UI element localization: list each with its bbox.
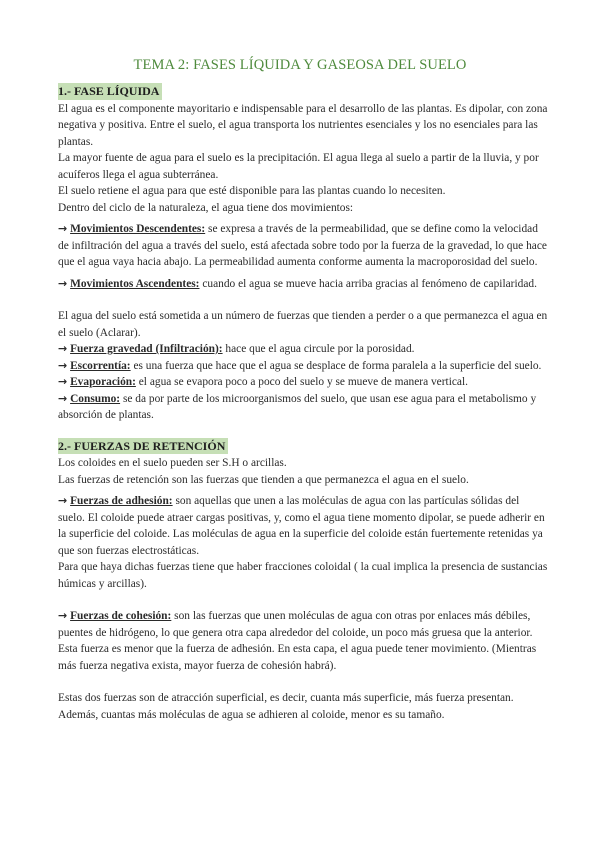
paragraph: Los coloides en el suelo pueden ser S.H o arcillas.	[58, 457, 287, 469]
bullet-fuerza-gravedad	[58, 341, 548, 358]
paragraph: Dentro del ciclo de la naturaleza, el agua tiene dos movimientos:	[58, 201, 354, 214]
definition: cuando el agua se mueve hacia arriba gracias al fenómeno de capilaridad.	[199, 277, 537, 290]
definition: son aquellas que unen a las moléculas de agua con las partículas sólidas del suelo. El coloide puede atraer cargas positivas, y, como el agua tiene momento dipolar, se puede adherir en la superficie del coloide. Las moléculas de agua en la superficie del coloide están fuertemente retenidas ya que son fuerzas electrostáticas.	[58, 495, 545, 557]
arrow-icon: →	[58, 609, 68, 622]
paragraph: Estas dos fuerzas son de atracción superficial, es decir, cuanta más superficie, más fuerza presentan. Además, cuantas más moléculas de agua se adhieren al coloide, menor es su tamaño.	[58, 692, 514, 721]
definition: es una fuerza que hace que el agua se desplace de forma paralela a la superficie del suelo.	[130, 359, 542, 372]
term: Fuerzas de adhesión:	[70, 495, 173, 507]
definition: se da por parte de los microorganismos del suelo, que usan ese agua para el metabolismo y absorción de plantas.	[58, 392, 537, 421]
term: Movimientos Ascendentes:	[70, 277, 200, 290]
bullet-escorrentia	[58, 358, 548, 375]
term: Movimientos Descendentes:	[70, 223, 206, 235]
arrow-icon: →	[58, 276, 68, 290]
paragraph: El agua es el componente mayoritario e indispensable para el desarrollo de las plantas. Es dipolar, con zona negativa y positiva. Entre el suelo, el agua transporta los nutrientes esenciales y los no esenciales para las plantas.	[58, 102, 548, 148]
bullet-movimientos-ascendentes	[58, 276, 548, 293]
arrow-icon: →	[58, 222, 68, 235]
term: Evaporación:	[70, 376, 136, 388]
definition: se expresa a través de la permeabilidad, que se define como la velocidad de infiltración del agua a través del suelo, está afectada sobre todo por la fuerza de la gravedad, lo que hace que el agua vaya hacia abajo. La permeabilidad aumenta conforme aumenta la macroporosidad del suelo.	[58, 223, 547, 268]
bullet-fuerzas-cohesion	[58, 608, 548, 674]
arrow-icon: →	[58, 375, 68, 388]
document-title: TEMA 2: FASES LÍQUIDA Y GASEOSA DEL SUELO	[133, 57, 467, 73]
bullet-movimientos-descendentes	[58, 221, 548, 271]
paragraph: La mayor fuente de agua para el suelo es la precipitación. El agua llega al suelo a partir de la lluvia, y por acuíferos llega el agua subterránea.	[58, 152, 539, 181]
arrow-icon: →	[58, 391, 68, 405]
bullet-evaporacion	[58, 374, 548, 391]
definition: son las fuerzas que unen moléculas de agua con otras por enlaces más débiles, puentes de hidrógeno, lo que genera otra capa alrededor del coloide, un poco más gruesa que la anterior. Esta fuerza es menor que la fuerza de adhesión. En esta capa, el agua puede tener movimiento. (Mientras más fuerza negativa exista, mayor fuerza de cohesión habrá).	[58, 610, 537, 672]
definition: hace que el agua circule por la porosidad.	[222, 343, 415, 355]
bullet-fuerzas-adhesion	[58, 493, 548, 559]
term: Escorrentía:	[70, 359, 131, 372]
term: Consumo:	[70, 392, 121, 405]
arrow-icon: →	[58, 342, 68, 355]
definition: el agua se evapora poco a poco del suelo y se mueve de manera vertical.	[135, 376, 468, 388]
bullet-consumo	[58, 391, 548, 424]
paragraph: El suelo retiene el agua para que esté disponible para las plantas cuando lo necesiten.	[58, 185, 446, 197]
arrow-icon: →	[58, 358, 68, 372]
paragraph: Para que haya dichas fuerzas tiene que haber fracciones coloidal ( la cual implica la presencia de sustancias húmicas y arcillas).	[58, 561, 548, 590]
term: Fuerzas de cohesión:	[70, 610, 172, 622]
section-heading-fase-liquida: 1.- FASE LÍQUIDA	[58, 83, 162, 100]
document-body	[58, 83, 548, 723]
term: Fuerza gravedad (Infiltración):	[70, 343, 223, 355]
arrow-icon: →	[58, 494, 68, 507]
paragraph: Las fuerzas de retención son las fuerzas que tienden a que permanezca el agua en el suelo.	[58, 473, 469, 486]
paragraph: El agua del suelo está sometida a un número de fuerzas que tienden a perder o a que permanezca el agua en el suelo (Aclarar).	[58, 310, 548, 339]
section-heading-fuerzas-retencion: 2.- FUERZAS DE RETENCIÓN	[58, 438, 228, 455]
